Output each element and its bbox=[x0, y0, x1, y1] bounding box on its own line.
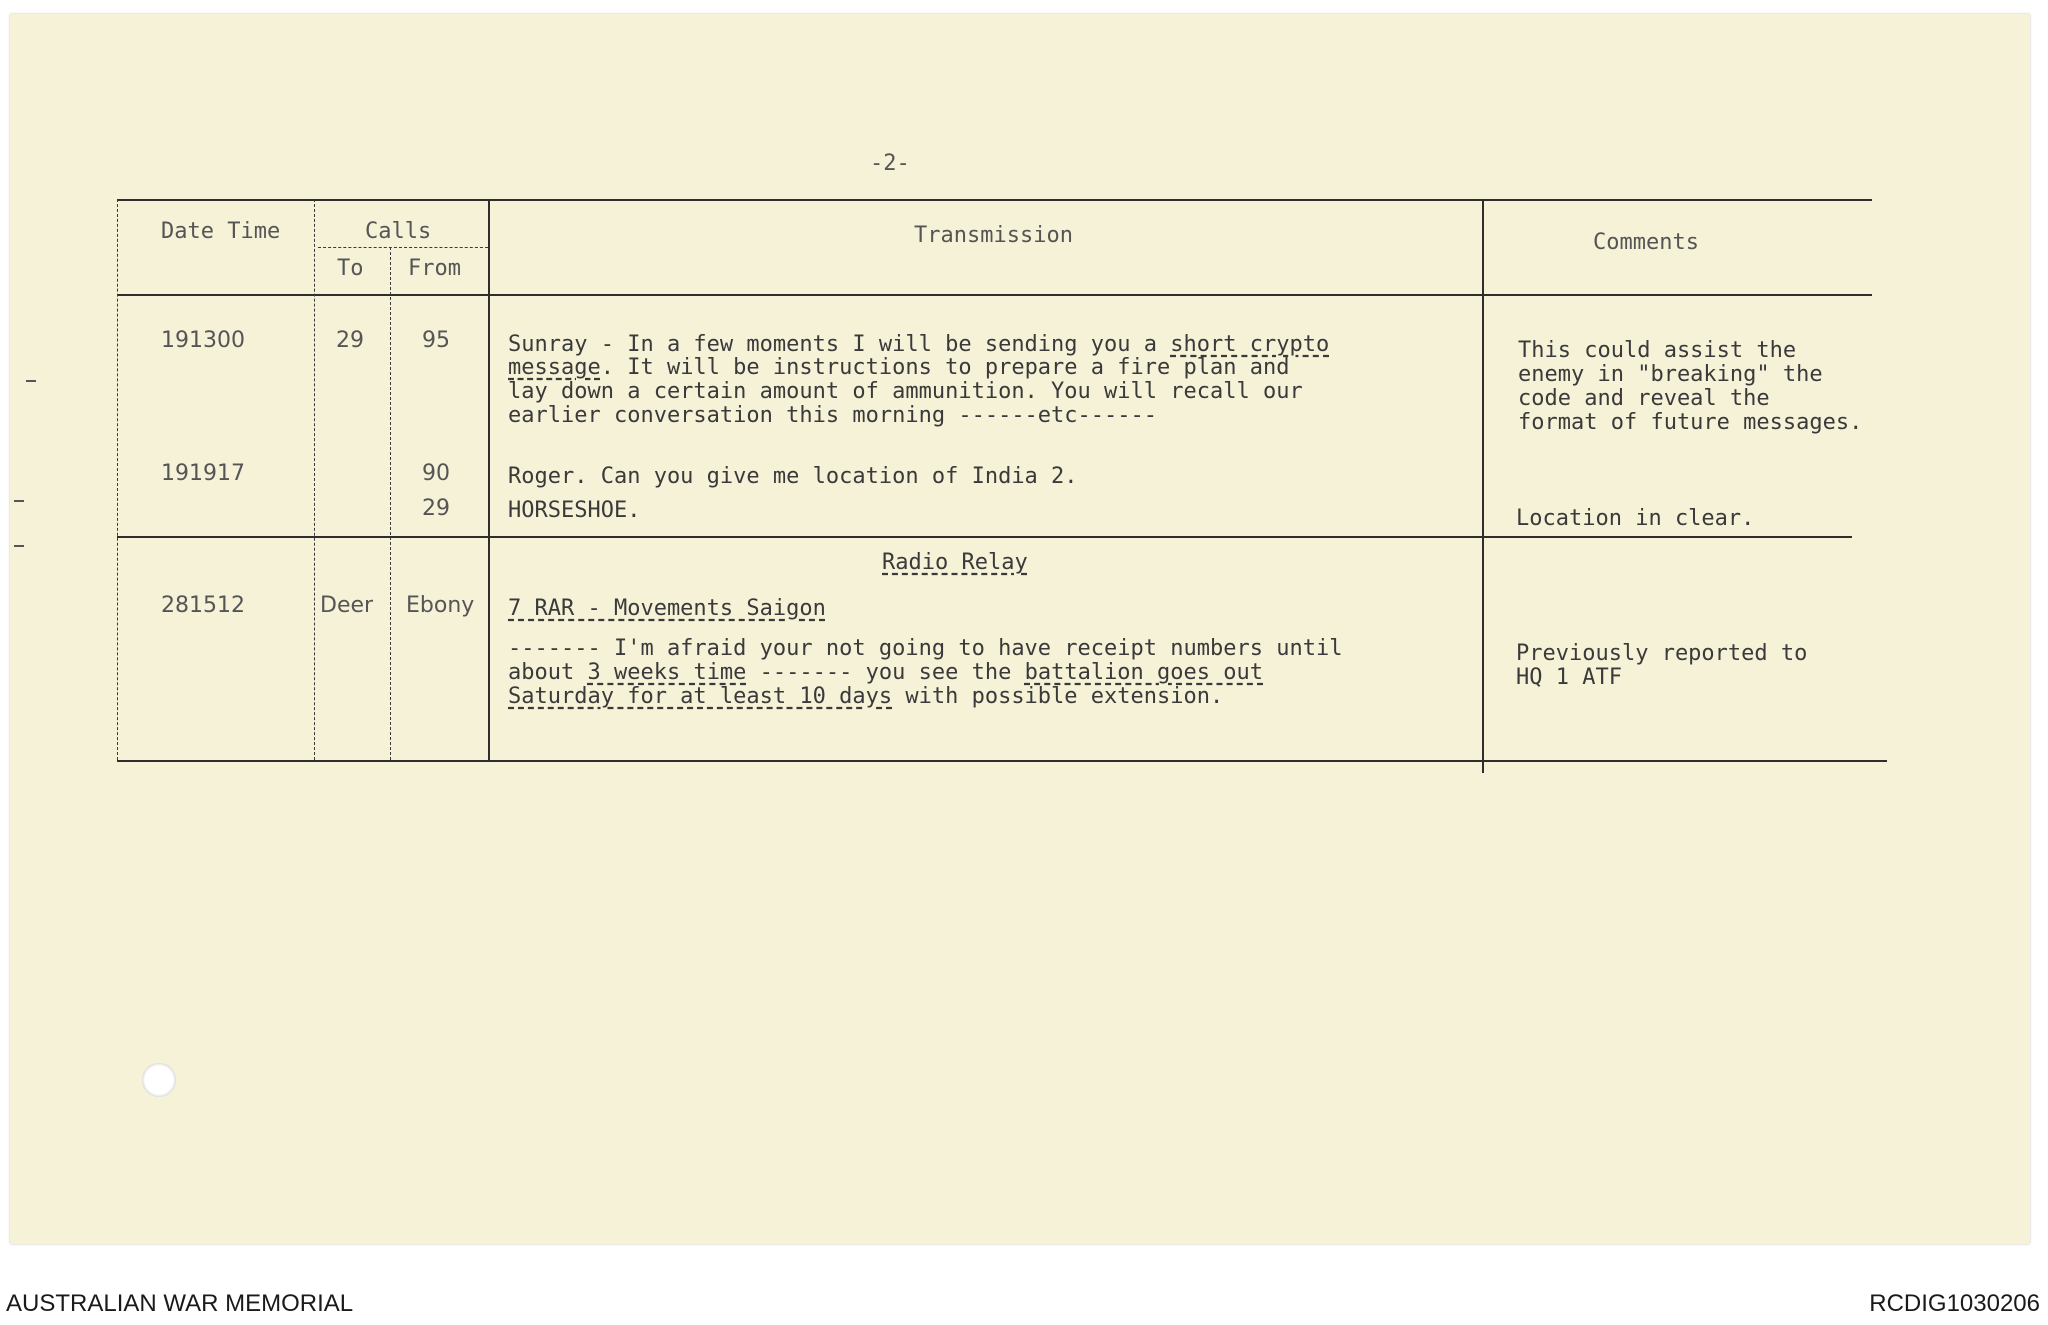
column-divider bbox=[390, 247, 391, 760]
row1-transmission-line3: lay down a certain amount of ammunition. You will recall our bbox=[508, 379, 1303, 404]
punch-hole bbox=[142, 1063, 176, 1097]
row4-from: Ebony bbox=[406, 593, 475, 618]
row2-transmission: Roger. Can you give me location of India 2. bbox=[508, 464, 1078, 489]
row3-from: 29 bbox=[422, 496, 450, 521]
row1-comment-line3: code and reveal the bbox=[1518, 386, 1770, 411]
row2-date-time: 191917 bbox=[161, 461, 245, 486]
margin-mark bbox=[14, 500, 24, 502]
header-bottom-border bbox=[117, 294, 1872, 296]
footer-source: AUSTRALIAN WAR MEMORIAL bbox=[6, 1290, 354, 1317]
row1-to: 29 bbox=[336, 328, 364, 353]
table-bottom-border bbox=[117, 760, 1887, 762]
row3-transmission: HORSESHOE. bbox=[508, 498, 641, 523]
header-from: From bbox=[408, 256, 461, 281]
row3-comment: Location in clear. bbox=[1516, 506, 1755, 531]
column-divider bbox=[488, 199, 490, 760]
row4-comment-line1: Previously reported to bbox=[1516, 641, 1808, 666]
row-divider bbox=[117, 536, 1852, 538]
row4-to: Deer bbox=[320, 593, 374, 618]
page-number: -2- bbox=[870, 151, 910, 176]
header-to: To bbox=[337, 256, 364, 281]
row1-from: 95 bbox=[422, 328, 450, 353]
row1-date-time: 191300 bbox=[161, 328, 245, 353]
row1-comment-line2: enemy in "breaking" the bbox=[1518, 362, 1823, 387]
row2-from: 90 bbox=[422, 461, 450, 486]
row1-comment-line4: format of future messages. bbox=[1518, 410, 1863, 435]
row1-transmission-line2: message. It will be instructions to prepare a fire plan and bbox=[508, 355, 1290, 380]
header-date-time: Date Time bbox=[161, 219, 281, 244]
header-comments: Comments bbox=[1593, 230, 1699, 255]
row1-transmission-line1: Sunray - In a few moments I will be sending you a short crypto bbox=[508, 332, 1330, 357]
section-title-radio-relay: Radio Relay bbox=[882, 550, 1028, 575]
table-top-border bbox=[117, 199, 1872, 201]
table-left-border bbox=[117, 199, 118, 760]
calls-divider bbox=[318, 247, 488, 248]
column-divider bbox=[1482, 199, 1484, 773]
row1-comment-line1: This could assist the bbox=[1518, 338, 1797, 363]
row4-date-time: 281512 bbox=[161, 593, 245, 618]
row4-transmission-line1: ------- I'm afraid your not going to have receipt numbers until bbox=[508, 636, 1343, 661]
margin-mark bbox=[14, 545, 24, 547]
header-transmission: Transmission bbox=[914, 223, 1073, 248]
footer-id: RCDIG1030206 bbox=[1869, 1290, 2040, 1317]
row4-comment-line2: HQ 1 ATF bbox=[1516, 665, 1622, 690]
margin-mark bbox=[26, 380, 36, 382]
header-calls: Calls bbox=[365, 219, 432, 244]
row1-transmission-line4: earlier conversation this morning ------etc------ bbox=[508, 403, 1158, 428]
row4-transmission-line2: about 3 weeks time ------- you see the battalion goes out bbox=[508, 660, 1264, 685]
row4-subject: 7 RAR - Movements Saigon bbox=[508, 596, 826, 621]
column-divider bbox=[314, 199, 315, 760]
row4-transmission-line3: Saturday for at least 10 days with possible extension. bbox=[508, 684, 1224, 709]
